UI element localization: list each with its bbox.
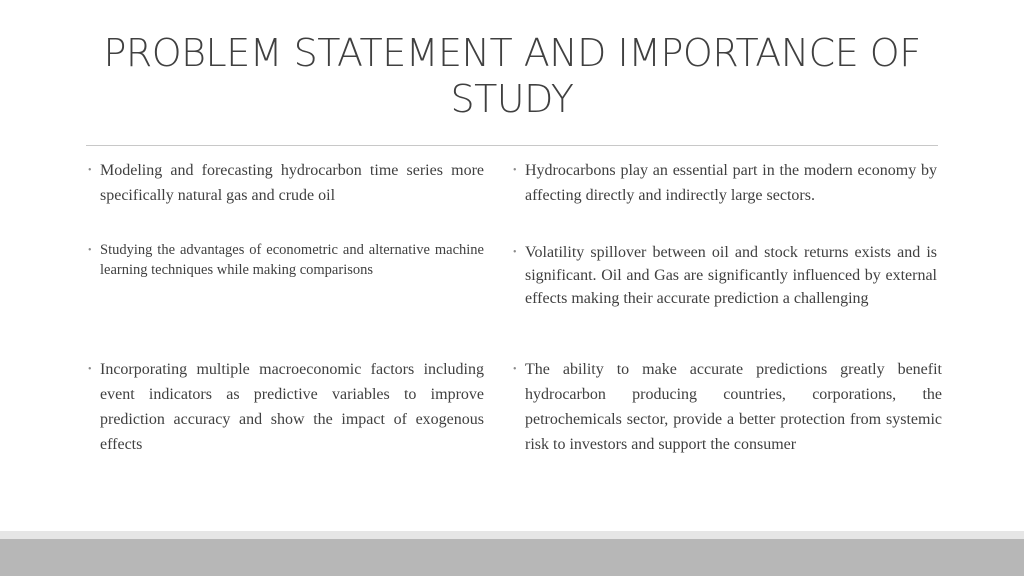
bullet-right-2 (513, 241, 937, 310)
bullet-text: Studying the advantages of econometric and alternative machine learning techniques while making comparisons (100, 242, 484, 278)
title-divider (86, 145, 938, 146)
bullet-marker: • (88, 165, 92, 176)
bullet-right-3 (513, 357, 942, 457)
bullet-left-1 (88, 158, 484, 208)
bullet-left-2 (88, 241, 484, 280)
footer-band-dark (0, 539, 1024, 576)
bullet-marker: • (513, 247, 517, 258)
bullet-marker: • (88, 245, 92, 256)
bullet-text: Hydrocarbons play an essential part in the modern economy by affecting directly and indirectly large sectors. (525, 162, 937, 204)
footer-band-light (0, 531, 1024, 539)
bullet-marker: • (513, 165, 517, 176)
bullet-text: Incorporating multiple macroeconomic factors including event indicators as predictive variables to improve prediction accuracy and show the impact of exogenous effects (100, 361, 484, 453)
bullet-left-3 (88, 357, 484, 457)
bullet-text: Volatility spillover between oil and stock returns exists and is significant. Oil and Gas are significantly influenced by external effects making their accurate prediction a challenging (525, 244, 937, 307)
slide-title: PROBLEM STATEMENT AND IMPORTANCE OF STUDY (103, 31, 921, 121)
bullet-text: The ability to make accurate predictions greatly benefit hydrocarbon producing countries, corporations, the petrochemicals sector, provide a better protection from systemic risk to investors and support the consumer (525, 361, 942, 453)
bullet-right-1 (513, 158, 937, 208)
bullet-text: Modeling and forecasting hydrocarbon time series more specifically natural gas and crude oil (100, 162, 484, 204)
bullet-marker: • (513, 364, 517, 375)
bullet-marker: • (88, 364, 92, 375)
